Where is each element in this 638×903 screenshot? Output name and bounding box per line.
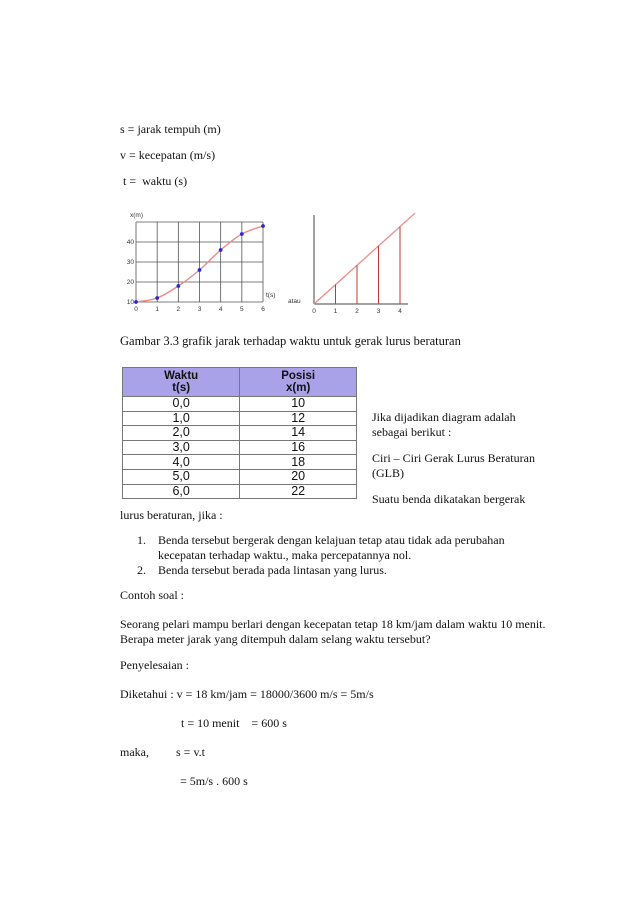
data-point [219, 248, 223, 252]
table-row [123, 411, 357, 426]
header-posisi [240, 368, 357, 397]
x-tick-label: 0 [312, 308, 316, 315]
list-number-2: 2. [137, 563, 146, 577]
figure-caption: Gambar 3.3 grafik jarak terhadap waktu untuk gerak lurus beraturan [120, 334, 461, 348]
x-tick-label: 6 [261, 306, 265, 313]
x-tick-label: 5 [240, 306, 244, 313]
table-header-row [123, 368, 357, 397]
y-tick-label: 40 [126, 239, 134, 246]
left-chart-grid [136, 222, 263, 302]
left-chart [127, 212, 276, 313]
continuation-text: lurus beraturan, jika : [120, 508, 223, 522]
x-tick-label: 3 [197, 306, 202, 313]
cell-position: 20 [240, 469, 357, 484]
table-row [123, 440, 357, 455]
cell-position: 14 [240, 426, 357, 441]
figure-3-3 [118, 205, 418, 317]
list-number-1: 1. [137, 533, 146, 547]
cell-position: 12 [240, 411, 357, 426]
left-x-axis-label: t(s) [266, 292, 276, 299]
data-point [240, 232, 244, 236]
x-tick-label: 1 [333, 308, 338, 315]
cell-time: 1,0 [123, 411, 240, 426]
table-row [123, 455, 357, 470]
list-item-2-line1: Benda tersebut berada pada lintasan yang lurus. [158, 563, 387, 577]
y-tick-label: 10 [126, 299, 134, 306]
data-point [155, 296, 159, 300]
cell-time: 5,0 [123, 469, 240, 484]
data-point [261, 224, 265, 228]
side-text-line1: Jika dijadikan diagram adalah [372, 410, 516, 424]
ciri-heading-line2: (GLB) [372, 466, 404, 480]
header-waktu [123, 368, 240, 397]
table-row [123, 426, 357, 441]
left-x-ticks [134, 306, 265, 313]
s-formula: s = v.t [176, 745, 205, 759]
data-point [176, 284, 180, 288]
x-tick-label: 2 [176, 306, 181, 313]
table-row [123, 469, 357, 484]
data-table [122, 367, 357, 499]
definition-t: t = waktu (s) [120, 174, 188, 188]
problem-line2: Berapa meter jarak yang ditempuh dalam selang waktu tersebut? [120, 632, 431, 646]
table-row [123, 397, 357, 412]
problem-line1: Seorang pelari mampu berlari dengan kecepatan tetap 18 km/jam dalam waktu 10 menit. [120, 617, 546, 631]
right-chart [312, 213, 415, 315]
t-line: t = 10 menit = 600 s [181, 716, 287, 730]
cell-time: 0,0 [123, 397, 240, 412]
contoh-heading: Contoh soal : [120, 588, 185, 602]
x-tick-label: 2 [355, 308, 359, 315]
list-item-1-line1: Benda tersebut bergerak dengan kelajuan tetap atau tidak ada perubahan [158, 533, 505, 547]
x-tick-label: 1 [155, 306, 159, 313]
penyelesaian-heading: Penyelesaian : [120, 658, 189, 672]
header-posisi-line1: Posisi [281, 370, 316, 382]
y-tick-label: 20 [126, 279, 134, 286]
definition-s: s = jarak tempuh (m) [120, 122, 221, 136]
cell-time: 2,0 [123, 426, 240, 441]
cell-time: 4,0 [123, 455, 240, 470]
right-x-ticks [312, 308, 402, 315]
header-waktu-line2: t(s) [172, 382, 191, 394]
left-y-axis-label: x(m) [130, 212, 143, 219]
diketahui-line: Diketahui : v = 18 km/jam = 18000/3600 m/s = 5m/s [120, 687, 374, 701]
data-point [198, 268, 202, 272]
x-tick-label: 4 [218, 306, 223, 313]
s-result: = 5m/s . 600 s [180, 774, 248, 788]
data-point [134, 300, 138, 304]
definition-v: v = kecepatan (m/s) [120, 148, 216, 162]
benda-text: Suatu benda dikatakan bergerak [372, 492, 526, 506]
right-drop-lines [336, 227, 401, 304]
x-tick-label: 4 [398, 308, 402, 315]
header-waktu-line1: Waktu [164, 370, 199, 382]
header-posisi-line2: x(m) [286, 382, 311, 394]
side-text-line2: sebagai berikut : [372, 425, 452, 439]
y-tick-label: 30 [126, 259, 134, 266]
list-item-1-line2: kecepatan terhadap waktu., maka percepatannya nol. [158, 548, 412, 562]
table-row [123, 484, 357, 499]
cell-time: 6,0 [123, 484, 240, 499]
ciri-heading-line1: Ciri – Ciri Gerak Lurus Beraturan [372, 451, 535, 465]
cell-position: 18 [240, 455, 357, 470]
x-tick-label: 3 [376, 308, 381, 315]
atau-label: atau [288, 298, 301, 305]
cell-time: 3,0 [123, 440, 240, 455]
left-y-ticks [127, 239, 135, 306]
cell-position: 10 [240, 397, 357, 412]
maka-label: maka, [120, 745, 149, 759]
cell-position: 22 [240, 484, 357, 499]
cell-position: 16 [240, 440, 357, 455]
x-tick-label: 0 [134, 306, 138, 313]
